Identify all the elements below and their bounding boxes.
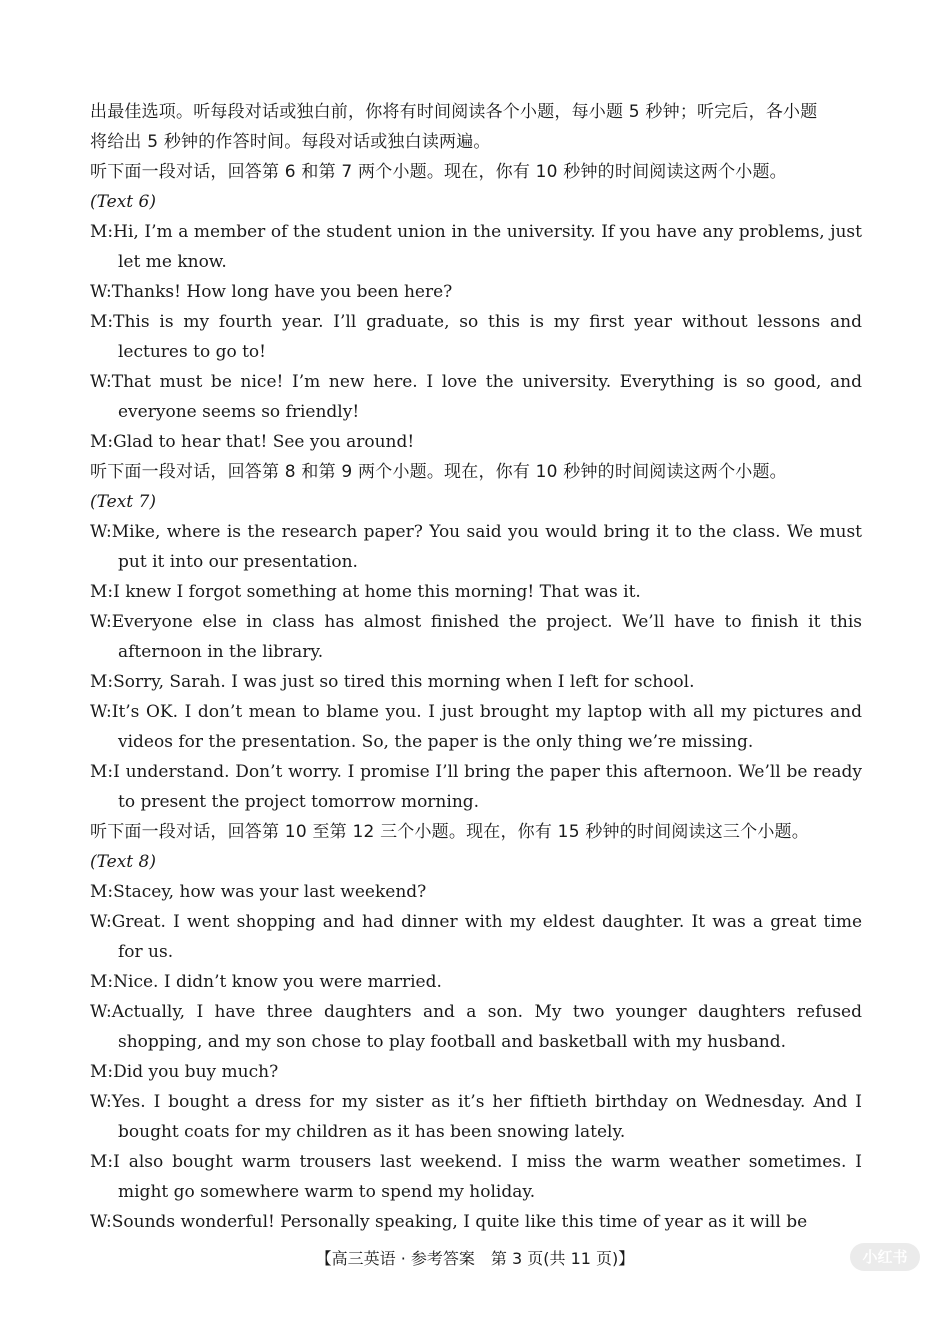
utterance: Stacey, how was your last weekend? <box>113 882 427 902</box>
utterance: Actually, I have three daughters and a son. My two younger daughters refused shopping, and my son chose to play football and basketball with my husband. <box>111 1002 862 1052</box>
speaker: M: <box>90 312 114 332</box>
section-instruction: 听下面一段对话，回答第 10 至第 12 三个小题。现在，你有 15 秒钟的时间阅读这三个小题。 <box>90 822 809 842</box>
speaker: M: <box>90 1062 114 1082</box>
utterance: This is my fourth year. I’ll graduate, so this is my first year without lessons and lectures to go to! <box>113 312 862 362</box>
utterance: Did you buy much? <box>113 1062 279 1082</box>
utterance: Nice. I didn’t know you were married. <box>113 972 442 992</box>
text-label: (Text 8) <box>90 852 156 872</box>
speaker: W: <box>90 702 112 722</box>
text-label: (Text 7) <box>90 492 156 512</box>
page-footer: 【高三英语 · 参考答案 第 3 页(共 11 页)】 <box>315 1249 635 1268</box>
speaker: M: <box>90 672 114 692</box>
text-label: (Text 6) <box>90 192 156 212</box>
dialogue-line <box>90 877 862 907</box>
speaker: M: <box>90 222 114 242</box>
speaker: M: <box>90 762 114 782</box>
dialogue-line <box>90 277 862 307</box>
speaker: W: <box>90 522 112 542</box>
dialogue-line <box>90 1087 862 1147</box>
speaker: W: <box>90 1002 112 1022</box>
speaker: M: <box>90 1152 114 1172</box>
dialogue-line <box>90 427 862 457</box>
utterance: Hi, I’m a member of the student union in the university. If you have any problems, just let me know. <box>113 222 862 272</box>
utterance: Sorry, Sarah. I was just so tired this morning when I left for school. <box>113 672 695 692</box>
section-instruction: 听下面一段对话，回答第 6 和第 7 两个小题。现在，你有 10 秒钟的时间阅读这两个小题。 <box>90 162 787 182</box>
dialogue-line <box>90 217 862 277</box>
speaker: W: <box>90 912 112 932</box>
utterance: I understand. Don’t worry. I promise I’ll bring the paper this afternoon. We’ll be ready to present the project tomorrow morning. <box>113 762 862 812</box>
dialogue-line <box>90 367 862 427</box>
utterance: It’s OK. I don’t mean to blame you. I just brought my laptop with all my pictures and videos for the presentation. So, the paper is the only thing we’re missing. <box>111 702 862 752</box>
utterance: Great. I went shopping and had dinner with my eldest daughter. It was a great time for us. <box>111 912 862 962</box>
dialogue-line <box>90 1207 862 1237</box>
utterance: I knew I forgot something at home this morning! That was it. <box>113 582 641 602</box>
speaker: M: <box>90 582 114 602</box>
speaker: W: <box>90 1212 112 1232</box>
intro-line-2: 将给出 5 秒钟的作答时间。每段对话或独白读两遍。 <box>90 132 491 152</box>
section-instruction: 听下面一段对话，回答第 8 和第 9 两个小题。现在，你有 10 秒钟的时间阅读这两个小题。 <box>90 462 787 482</box>
dialogue-line <box>90 307 862 367</box>
speaker: W: <box>90 612 112 632</box>
utterance: That must be nice! I’m new here. I love the university. Everything is so good, and everyone seems so friendly! <box>111 372 862 422</box>
dialogue-line <box>90 1147 862 1207</box>
dialogue-line <box>90 1057 862 1087</box>
document-body <box>90 97 862 1237</box>
dialogue-line <box>90 757 862 817</box>
speaker: W: <box>90 282 112 302</box>
speaker: M: <box>90 882 114 902</box>
dialogue-line <box>90 517 862 577</box>
speaker: M: <box>90 432 114 452</box>
dialogue-line <box>90 697 862 757</box>
utterance: I also bought warm trousers last weekend. I miss the warm weather sometimes. I might go somewhere warm to spend my holiday. <box>113 1152 862 1202</box>
dialogue-line <box>90 907 862 967</box>
speaker: W: <box>90 372 112 392</box>
utterance: Glad to hear that! See you around! <box>113 432 415 452</box>
speaker: W: <box>90 1092 112 1112</box>
dialogue-line <box>90 667 862 697</box>
watermark-logo: 小红书 <box>850 1243 920 1271</box>
dialogue-line <box>90 577 862 607</box>
speaker: M: <box>90 972 114 992</box>
utterance: Thanks! How long have you been here? <box>111 282 453 302</box>
dialogue-line <box>90 607 862 667</box>
dialogue-line <box>90 967 862 997</box>
utterance: Everyone else in class has almost finished the project. We’ll have to finish it this afternoon in the library. <box>111 612 862 662</box>
utterance: Sounds wonderful! Personally speaking, I quite like this time of year as it will be <box>111 1212 808 1232</box>
utterance: Mike, where is the research paper? You said you would bring it to the class. We must put it into our presentation. <box>111 522 862 572</box>
utterance: Yes. I bought a dress for my sister as it’s her fiftieth birthday on Wednesday. And I bought coats for my children as it has been snowing lately. <box>111 1092 862 1142</box>
intro-line-1: 出最佳选项。听每段对话或独白前，你将有时间阅读各个小题，每小题 5 秒钟；听完后，各小题 <box>90 102 818 122</box>
dialogue-line <box>90 997 862 1057</box>
